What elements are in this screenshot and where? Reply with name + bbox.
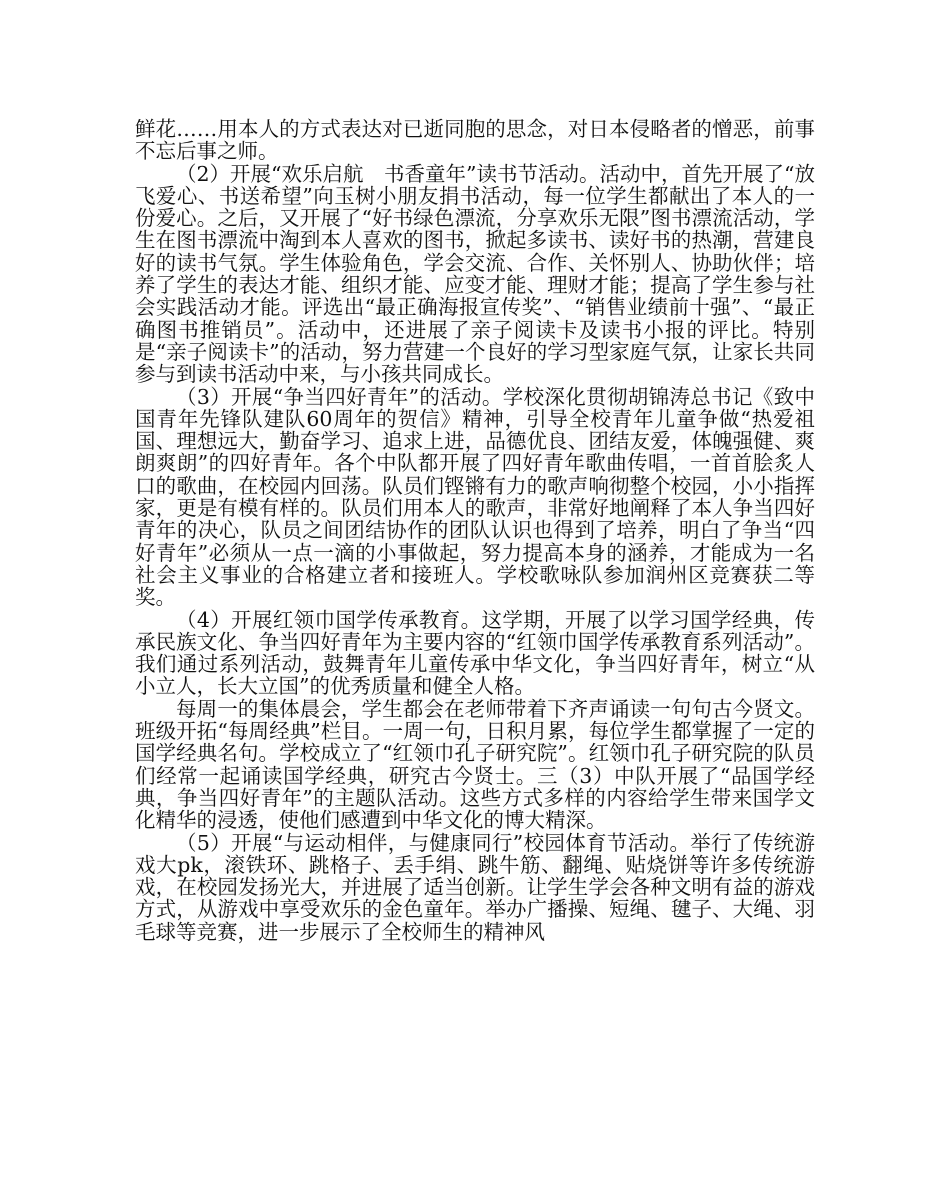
document-page xyxy=(135,118,815,943)
paragraph-intro-tail: 鲜花……用本人的方式表达对已逝同胞的思念，对日本侵略者的憎恶，前事不忘后事之师。 xyxy=(135,117,815,164)
paragraph-four-good-youth: （3）开展“争当四好青年”的活动。学校深化贯彻胡锦涛总书记《致中国青年先锋队建队60周年的贺信》精神，引导全校青年儿童争做“热爱祖国、理想远大，勤奋学习、追求上进，品德优良、团结友爱，体魄强健、爽朗爽朗”的四好青年。各个中队都开展了四好青年歌曲传唱，一首首脍炙人口的歌曲，在校园内回荡。队员们铿锵有力的歌声响彻整个校园，小小指挥家，更是有模有样的。队员们用本人的歌声，非常好地阐释了本人争当四好青年的决心，队员之间团结协作的团队认识也得到了培养，明白了争当“四好青年”必须从一点一滴的小事做起，努力提高本身的涵养，才能成为一名社会主义事业的合格建立者和接班人。学校歌咏队参加润州区竞赛获二等奖。 xyxy=(135,384,815,610)
paragraph-red-scarf-education: （4）开展红领巾国学传承教育。这学期，开展了以学习国学经典，传承民族文化、争当四好青年为主要内容的“红领巾国学传承教育系列活动”。我们通过系列活动，鼓舞青年儿童传承中华文化，争当四好青年，树立“从小立人，长大立国”的优秀质量和健全人格。 xyxy=(135,607,815,699)
paragraph-sports-festival: （5）开展“与运动相伴，与健康同行”校园体育节活动。举行了传统游戏大pk，滚铁环、跳格子、丢手绢、跳牛筋、翻绳、贴烧饼等许多传统游戏，在校园发扬光大，并进展了适当创新。让学生学会各种文明有益的游戏方式，从游戏中享受欢乐的金色童年。举办广播操、短绳、毽子、大绳、羽毛球等竞赛，进一步展示了全校师生的精神风 xyxy=(135,830,815,944)
paragraph-morning-assembly: 每周一的集体晨会，学生都会在老师带着下齐声诵读一句句古今贤文。班级开拓“每周经典”栏目。一周一句，日积月累，每位学生都掌握了一定的国学经典名句。学校成立了“红领巾孔子研究院”。红领巾孔子研究院的队员们经常一起诵读国学经典，研究古今贤士。三（3）中队开展了“品国学经典，争当四好青年”的主题队活动。这些方式多样的内容给学生带来国学文化精华的浸透，使他们感遭到中华文化的博大精深。 xyxy=(135,696,815,833)
paragraph-reading-festival: （2）开展“欢乐启航 书香童年”读书节活动。活动中，首先开展了“放飞爱心、书送希望”向玉树小朋友捐书活动，每一位学生都献出了本人的一份爱心。之后，又开展了“好书绿色漂流，分享欢乐无限”图书漂流活动，学生在图书漂流中淘到本人喜欢的图书，掀起多读书、读好书的热潮，营建良好的读书气氛。学生体验角色，学会交流、合作、关怀别人、协助伙伴；培养了学生的表达才能、组织才能、应变才能、理财才能；提高了学生参与社会实践活动才能。评选出“最正确海报宣传奖”、“销售业绩前十强”、“最正确图书推销员”。活动中，还进展了亲子阅读卡及读书小报的评比。特别是“亲子阅读卡”的活动，努力营建一个良好的学习型家庭气氛，让家长共同参与到读书活动中来，与小孩共同成长。 xyxy=(135,161,815,387)
